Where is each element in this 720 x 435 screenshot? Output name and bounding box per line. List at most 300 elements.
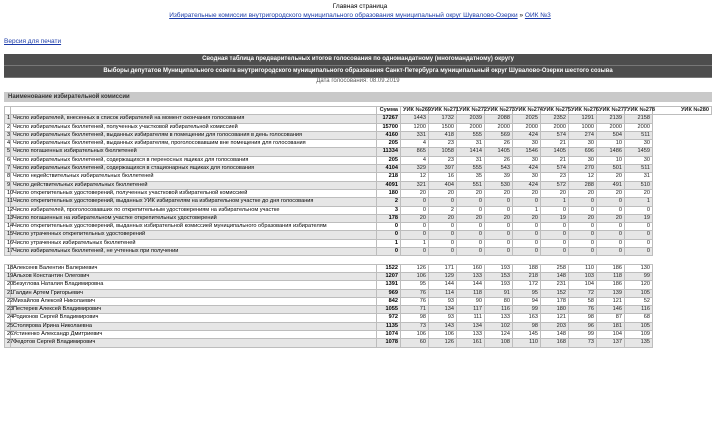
row-value: 504 (597, 131, 625, 139)
header-uik[interactable]: УИК №280 (653, 107, 712, 115)
row-sum: 180 (377, 189, 401, 197)
row-value: 93 (429, 314, 457, 322)
row-value: 0 (597, 223, 625, 231)
row-label: Число избирательных бюллетеней, не учтенных при получении (11, 248, 377, 256)
row-number: 20 (5, 281, 11, 289)
row-value: 104 (597, 331, 625, 339)
table-row (5, 214, 712, 222)
row-value: 30 (513, 173, 541, 181)
row-value: 0 (401, 223, 429, 231)
row-value: 23 (429, 156, 457, 164)
row-value: 110 (513, 339, 541, 347)
breadcrumb-separator: » (517, 12, 525, 19)
row-value: 23 (429, 140, 457, 148)
row-value: 30 (513, 140, 541, 148)
row-value: 1058 (429, 148, 457, 156)
row-value: 134 (429, 306, 457, 314)
row-value: 10 (597, 156, 625, 164)
row-value: 116 (485, 306, 513, 314)
breadcrumb-commissions-link[interactable]: Избирательные комиссии внутригородского муниципального образования муниципальный округ Шувалово-Озерки (169, 12, 518, 19)
home-link-text[interactable]: Главная страница (332, 3, 388, 10)
header-uik[interactable]: УИК №278 (625, 107, 653, 115)
row-value: 20 (541, 189, 569, 197)
row-sum: 2 (377, 198, 401, 206)
header-label (11, 107, 377, 115)
row-value: 0 (541, 206, 569, 214)
row-value: 2352 (541, 115, 569, 123)
row-value: 0 (429, 223, 457, 231)
row-value: 31 (457, 140, 485, 148)
row-sum: 1074 (377, 331, 401, 339)
row-value: 130 (625, 264, 653, 272)
row-value: 153 (485, 272, 513, 280)
row-value: 274 (569, 131, 597, 139)
row-label: Федотов Сергей Владимирович (11, 339, 377, 347)
row-value: 20 (597, 214, 625, 222)
row-sum: 218 (377, 173, 401, 181)
row-value: 572 (541, 181, 569, 189)
row-value: 72 (569, 289, 597, 297)
row-value: 1 (541, 198, 569, 206)
row-value: 2000 (625, 123, 653, 131)
row-value: 270 (569, 165, 597, 173)
print-version-link[interactable]: Версия для печати (4, 38, 62, 45)
row-sum: 1 (377, 239, 401, 247)
row-sum: 1391 (377, 281, 401, 289)
row-value: 1 (625, 198, 653, 206)
row-label: Число избирательных бюллетеней, содержащихся в стационарных ящиках для голосования (11, 165, 377, 173)
commission-name-header: Наименование избирательной комиссии (4, 92, 712, 102)
header-uik[interactable]: УИК №275 (541, 107, 569, 115)
row-number: 15 (5, 231, 11, 239)
row-value: 120 (625, 281, 653, 289)
row-number: 17 (5, 248, 11, 256)
row-value: 110 (569, 264, 597, 272)
row-value: 0 (597, 231, 625, 239)
row-value: 171 (429, 264, 457, 272)
row-value: 71 (401, 306, 429, 314)
row-label: Число утраченных открепительных удостоверений (11, 231, 377, 239)
row-value: 0 (513, 239, 541, 247)
row-value: 98 (513, 322, 541, 330)
row-label: Число открепительных удостоверений, полученных участковой избирательной комиссией (11, 189, 377, 197)
row-value: 146 (597, 306, 625, 314)
row-value: 102 (485, 322, 513, 330)
row-sum: 11334 (377, 148, 401, 156)
row-value: 510 (625, 181, 653, 189)
row-value: 0 (625, 206, 653, 214)
row-value: 288 (569, 181, 597, 189)
row-label: Число открепительных удостоверений, выданных УИК избирателям на избирательном участке до дня голосования (11, 198, 377, 206)
row-value: 0 (541, 223, 569, 231)
row-value: 0 (597, 206, 625, 214)
row-value: 0 (569, 206, 597, 214)
row-value: 329 (401, 165, 429, 173)
row-value: 2158 (625, 115, 653, 123)
row-value: 30 (569, 140, 597, 148)
row-value: 106 (429, 331, 457, 339)
row-value: 121 (597, 297, 625, 305)
row-value: 73 (401, 322, 429, 330)
header-uik[interactable]: УИК №277 (597, 107, 625, 115)
row-value: 103 (569, 272, 597, 280)
row-sum: 205 (377, 156, 401, 164)
row-value: 404 (429, 181, 457, 189)
row-value: 106 (401, 331, 429, 339)
row-value: 126 (429, 339, 457, 347)
row-value: 105 (625, 289, 653, 297)
row-value: 143 (429, 322, 457, 330)
row-value: 574 (541, 131, 569, 139)
row-value: 0 (457, 231, 485, 239)
row-value: 321 (401, 181, 429, 189)
row-sum: 0 (377, 231, 401, 239)
row-value: 696 (569, 148, 597, 156)
row-label: Пестерев Алексей Владимирович (11, 306, 377, 314)
row-value: 424 (513, 181, 541, 189)
row-value: 0 (429, 231, 457, 239)
row-sum: 4091 (377, 181, 401, 189)
row-value: 0 (457, 206, 485, 214)
table-row (5, 189, 712, 197)
row-value: 193 (485, 264, 513, 272)
row-value: 20 (513, 189, 541, 197)
table-header-row (5, 107, 712, 115)
table-row (5, 131, 712, 139)
row-label: Число утраченных избирательных бюллетеней (11, 239, 377, 247)
row-number: 6 (5, 156, 11, 164)
row-value: 0 (569, 223, 597, 231)
row-number: 23 (5, 306, 11, 314)
row-value: 12 (401, 173, 429, 181)
row-value: 186 (597, 281, 625, 289)
row-sum: 205 (377, 140, 401, 148)
page-header (0, 0, 720, 20)
row-value: 0 (429, 198, 457, 206)
row-value: 160 (457, 264, 485, 272)
row-sum: 4160 (377, 131, 401, 139)
row-value: 2000 (457, 123, 485, 131)
separator-cell (5, 256, 653, 264)
row-value: 511 (625, 165, 653, 173)
row-value: 1200 (401, 123, 429, 131)
row-number: 9 (5, 181, 11, 189)
row-value: 124 (485, 331, 513, 339)
table-row (5, 239, 712, 247)
row-value: 1546 (513, 148, 541, 156)
row-value: 543 (485, 165, 513, 173)
row-value: 116 (625, 306, 653, 314)
row-value: 19 (625, 214, 653, 222)
row-label: Число избирательных бюллетеней, выданных избирателям, проголосовавшим вне помещения для голосования (11, 140, 377, 148)
row-value: 20 (597, 173, 625, 181)
row-value: 80 (485, 297, 513, 305)
row-number: 26 (5, 331, 11, 339)
table-row (5, 289, 712, 297)
header-uik[interactable]: УИК №272 (457, 107, 485, 115)
row-value: 31 (457, 156, 485, 164)
row-value: 0 (625, 239, 653, 247)
row-value: 20 (485, 214, 513, 222)
row-number: 5 (5, 148, 11, 156)
row-value: 73 (569, 339, 597, 347)
row-value: 180 (541, 306, 569, 314)
row-value: 501 (597, 165, 625, 173)
table-row (5, 281, 712, 289)
row-value: 58 (569, 297, 597, 305)
row-value: 98 (569, 314, 597, 322)
row-value: 188 (513, 264, 541, 272)
row-sum: 0 (377, 248, 401, 256)
row-value: 133 (457, 331, 485, 339)
row-label: Число избирательных бюллетеней, полученных участковой избирательной комиссией (11, 123, 377, 131)
breadcrumb (0, 11, 720, 20)
row-value: 30 (625, 156, 653, 164)
row-value: 1 (513, 206, 541, 214)
row-value: 2139 (597, 115, 625, 123)
row-value: 1405 (485, 148, 513, 156)
table-row (5, 306, 712, 314)
row-value: 0 (569, 239, 597, 247)
row-value: 52 (625, 297, 653, 305)
table-row (5, 231, 712, 239)
voting-date: Дата голосования: 08.09.2019 (316, 78, 400, 84)
row-label: Число открепительных удостоверений, выданных избирательной комиссией муниципального образования избирателям (11, 223, 377, 231)
row-value: 114 (429, 289, 457, 297)
table-row (5, 165, 712, 173)
row-value: 96 (569, 322, 597, 330)
row-label: Михайлов Алексей Николаевич (11, 297, 377, 305)
row-value: 39 (485, 173, 513, 181)
row-value: 30 (625, 140, 653, 148)
row-value: 117 (457, 306, 485, 314)
row-value: 76 (401, 289, 429, 297)
row-value: 20 (569, 189, 597, 197)
row-value: 1414 (457, 148, 485, 156)
row-value: 418 (429, 131, 457, 139)
row-value: 12 (569, 173, 597, 181)
row-value: 0 (457, 198, 485, 206)
row-value: 511 (625, 131, 653, 139)
header-uik[interactable]: УИК №269 (401, 107, 429, 115)
row-value: 133 (485, 314, 513, 322)
row-value: 152 (541, 289, 569, 297)
row-sum: 1207 (377, 272, 401, 280)
table-row (5, 148, 712, 156)
row-label: Число избирательных бюллетеней, содержащихся в переносных ящиках для голосования (11, 156, 377, 164)
row-value: 0 (625, 248, 653, 256)
row-value: 121 (541, 314, 569, 322)
row-label: Число погашенных избирательных бюллетеней (11, 148, 377, 156)
row-value: 0 (597, 239, 625, 247)
row-value: 397 (429, 165, 457, 173)
row-sum: 1055 (377, 306, 401, 314)
row-value: 20 (401, 214, 429, 222)
header-sum[interactable]: Сумма (377, 107, 401, 115)
row-value: 76 (569, 306, 597, 314)
row-value: 0 (597, 248, 625, 256)
row-number: 22 (5, 297, 11, 305)
row-value: 16 (429, 173, 457, 181)
row-value: 258 (541, 264, 569, 272)
row-value: 95 (401, 281, 429, 289)
row-number: 2 (5, 123, 11, 131)
row-value: 90 (457, 297, 485, 305)
row-value: 0 (485, 198, 513, 206)
row-value: 111 (457, 314, 485, 322)
row-value: 0 (401, 248, 429, 256)
row-value: 129 (429, 272, 457, 280)
row-value: 118 (597, 272, 625, 280)
row-number: 24 (5, 314, 11, 322)
row-value: 0 (625, 223, 653, 231)
row-value: 331 (401, 131, 429, 139)
row-value: 1732 (429, 115, 457, 123)
row-value: 181 (597, 322, 625, 330)
row-value: 0 (541, 231, 569, 239)
row-sum: 0 (377, 223, 401, 231)
row-value: 98 (401, 314, 429, 322)
row-value: 0 (513, 198, 541, 206)
row-label: Число действительных избирательных бюллетеней (11, 181, 377, 189)
row-value: 145 (513, 331, 541, 339)
row-value: 134 (457, 322, 485, 330)
row-value: 30 (513, 156, 541, 164)
table-row (5, 115, 712, 123)
table-row (5, 198, 712, 206)
row-value: 2088 (485, 115, 513, 123)
row-label: Столярова Ирина Николаевна (11, 322, 377, 330)
row-value: 104 (569, 281, 597, 289)
row-sum: 1135 (377, 322, 401, 330)
row-sum: 972 (377, 314, 401, 322)
row-value: 0 (513, 231, 541, 239)
row-value: 0 (485, 239, 513, 247)
row-value: 106 (401, 272, 429, 280)
table-row (5, 223, 712, 231)
row-value: 144 (457, 281, 485, 289)
row-value: 139 (597, 289, 625, 297)
row-label: Альхов Константин Олегович (11, 272, 377, 280)
row-label: Галдин Артем Григорьевич (11, 289, 377, 297)
row-number: 1 (5, 115, 11, 123)
row-value: 172 (513, 281, 541, 289)
table-row (5, 272, 712, 280)
row-value: 20 (485, 189, 513, 197)
row-value: 135 (625, 339, 653, 347)
row-label: Алексеев Валентин Валериевич (11, 264, 377, 272)
row-value: 0 (597, 198, 625, 206)
row-value: 144 (429, 281, 457, 289)
row-value: 20 (457, 214, 485, 222)
breadcrumb-oik-link[interactable]: ОИК №3 (524, 12, 551, 19)
row-value: 20 (569, 214, 597, 222)
row-value: 95 (513, 289, 541, 297)
row-number: 13 (5, 214, 11, 222)
report-title: Сводная таблица предварительных итогов голосования по одномандатному (многомандатному) округу (4, 54, 712, 66)
row-label: Число недействительных избирательных бюллетеней (11, 173, 377, 181)
table-row (5, 331, 712, 339)
row-value: 105 (625, 322, 653, 330)
row-value: 2000 (485, 123, 513, 131)
row-value: 93 (429, 297, 457, 305)
row-value: 99 (513, 306, 541, 314)
row-value: 530 (485, 181, 513, 189)
row-value: 19 (541, 214, 569, 222)
row-value: 193 (485, 281, 513, 289)
row-value: 1500 (429, 123, 457, 131)
row-value: 569 (485, 131, 513, 139)
header-uik[interactable]: УИК №271 (429, 107, 457, 115)
row-number: 27 (5, 339, 11, 347)
row-value: 1291 (569, 115, 597, 123)
row-value: 109 (625, 331, 653, 339)
row-label: Устиненко Александр Дмитриевич (11, 331, 377, 339)
row-value: 2 (429, 206, 457, 214)
row-value: 4 (401, 156, 429, 164)
row-value: 0 (569, 198, 597, 206)
row-value: 20 (597, 189, 625, 197)
row-value: 137 (597, 339, 625, 347)
header-uik[interactable]: УИК №276 (569, 107, 597, 115)
row-sum: 3 (377, 206, 401, 214)
row-value: 148 (541, 272, 569, 280)
row-value: 31 (625, 173, 653, 181)
header-uik[interactable]: УИК №273 (485, 107, 513, 115)
header-uik[interactable]: УИК №274 (513, 107, 541, 115)
row-number: 18 (5, 264, 11, 272)
table-separator (5, 256, 712, 264)
row-label: Безуглова Наталия Владимировна (11, 281, 377, 289)
table-row (5, 297, 712, 305)
row-value: 0 (485, 231, 513, 239)
row-number: 8 (5, 173, 11, 181)
row-value: 1459 (625, 148, 653, 156)
row-sum: 969 (377, 289, 401, 297)
row-sum: 4104 (377, 165, 401, 173)
row-value: 0 (401, 231, 429, 239)
row-value: 203 (541, 322, 569, 330)
row-value: 99 (625, 272, 653, 280)
row-value: 20 (457, 189, 485, 197)
row-sum: 1522 (377, 264, 401, 272)
table-row (5, 248, 712, 256)
row-label: Число избирателей, внесенных в список избирателей на момент окончания голосования (11, 115, 377, 123)
table-row (5, 314, 712, 322)
row-value: 20 (513, 214, 541, 222)
row-value: 0 (401, 206, 429, 214)
row-number: 3 (5, 131, 11, 139)
row-value: 91 (485, 289, 513, 297)
row-number: 25 (5, 322, 11, 330)
row-sum: 15700 (377, 123, 401, 131)
table-row (5, 140, 712, 148)
row-value: 186 (597, 264, 625, 272)
row-value: 76 (401, 297, 429, 305)
row-value: 35 (457, 173, 485, 181)
row-value: 0 (429, 239, 457, 247)
row-value: 94 (513, 297, 541, 305)
row-value: 26 (485, 156, 513, 164)
row-value: 0 (485, 206, 513, 214)
row-value: 10 (597, 140, 625, 148)
report-banner (4, 54, 712, 78)
row-value: 865 (401, 148, 429, 156)
row-value: 26 (485, 140, 513, 148)
row-value: 491 (597, 181, 625, 189)
row-value: 1486 (597, 148, 625, 156)
table-row (5, 173, 712, 181)
